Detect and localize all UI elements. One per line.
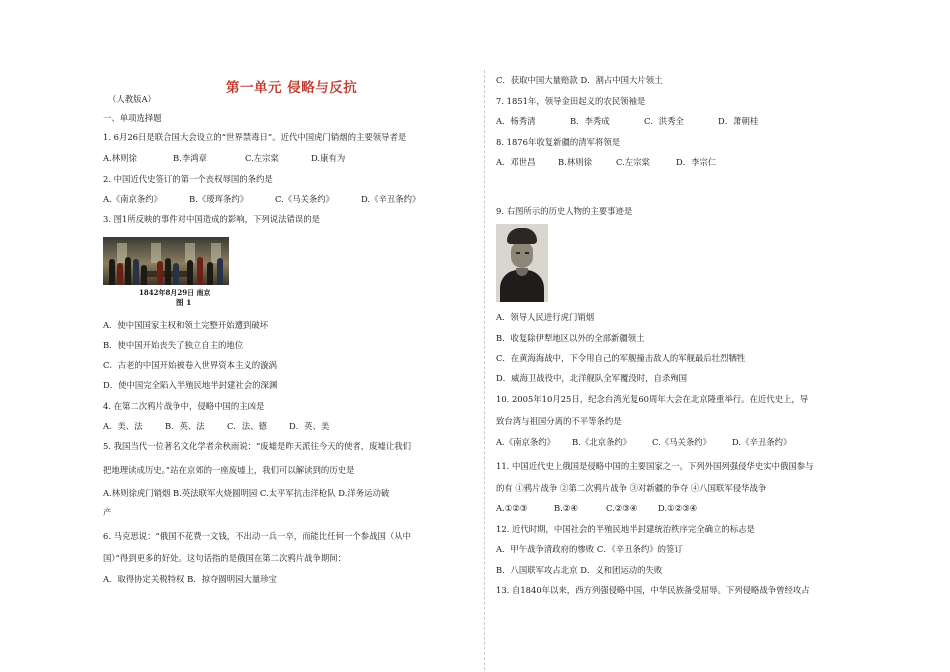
option-c: C.左宗棠 (245, 153, 279, 163)
question-7: 7. 1851年，领导金田起义的农民领袖是 (496, 96, 646, 106)
option-d: D.《辛丑条约》 (361, 194, 421, 204)
option-c: C.左宗棠 (616, 157, 650, 167)
option-b: B．英、法 (165, 421, 205, 431)
question-2: 2. 中国近代史签订的第一个丧权辱国的条约是 (103, 174, 273, 184)
question-12-options-ac: A．甲午战争清政府的惨败 C．《辛丑条约》的签订 (496, 544, 683, 554)
question-5-options: A.林则徐虎门销烟 B.英法联军火烧圆明园 C.太平军抗击洋枪队 D.洋务运动破 (103, 488, 390, 498)
question-9: 9. 右图所示的历史人物的主要事迹是 (496, 206, 633, 216)
option-a: A．美、法 (103, 421, 143, 431)
question-12-options-bd: B．八国联军攻占北京 D．义和团运动的失败 (496, 565, 663, 575)
option-d: D．萧朝桂 (718, 116, 759, 126)
question-3-option-b: B．使中国开始丧失了独立自主的地位 (103, 340, 244, 350)
question-9-option-c: C．在黄海海战中，下令用自己的军舰撞击敌人的军舰最后壮烈牺牲 (496, 353, 746, 363)
section-heading: 一、单项选择题 (103, 113, 162, 123)
option-a: A.《南京条约》 (103, 194, 162, 204)
option-d: D.康有为 (311, 153, 346, 163)
option-a: A.①②③ (496, 503, 528, 513)
option-b: B.李鸿章 (173, 153, 207, 163)
question-4-options (103, 421, 329, 432)
option-a: A.《南京条约》 (496, 437, 555, 447)
question-2-options (103, 194, 420, 205)
question-10-line-2: 致台湾与祖国分离的不平等条约是 (496, 416, 622, 426)
question-10-line-1: 10. 2005年10月25日，纪念台湾光复60周年大会在北京隆重举行。在近代史上，导 (496, 394, 809, 404)
question-9-option-d: D．威海卫战役中，北洋舰队全军覆没时，自杀殉国 (496, 373, 687, 383)
question-10-options (496, 437, 791, 448)
question-11-line-2: 的有 ①鸦片战争 ②第二次鸦片战争 ③对新疆的争夺 ④八国联军侵华战争 (496, 483, 767, 493)
question-8-options (496, 157, 716, 168)
figure-caption-label: 图 1 (176, 298, 192, 307)
option-c: C.《马关条约》 (275, 194, 335, 204)
question-11-options (496, 503, 697, 514)
question-4: 4. 在第二次鸦片战争中，侵略中国的主凶是 (103, 401, 265, 411)
figure-caption-date: 1842年8月29日 南京 (139, 288, 211, 297)
option-c: C．洪秀全 (644, 116, 684, 126)
option-a: A.林则徐 (103, 153, 137, 163)
question-5-line-1: 5. 我国当代一位著名文化学者余秋雨说：“废墟是昨天派往今天的使者，废墟让我们 (103, 441, 412, 451)
option-a: A．杨秀清 (496, 116, 536, 126)
question-1: 1. 6月26日是联合国大会设立的“世界禁毒日”。近代中国虎门销烟的主要领导者是 (103, 132, 407, 142)
question-7-options (496, 116, 758, 127)
question-3: 3. 图1所反映的事件对中国造成的影响，下列说法错误的是 (103, 214, 320, 224)
page-title: 第一单元 侵略与反抗 (226, 80, 358, 96)
question-9-option-a: A．领导人民进行虎门销烟 (496, 312, 595, 322)
option-d: D．李宗仁 (676, 157, 717, 167)
question-6-line-1: 6. 马克思说：“俄国不花费一文钱，不出动一兵一卒，而能比任何一个参战国（从中 (103, 531, 412, 541)
question-13: 13. 自1840年以来，西方列强侵略中国，中华民族备受屈辱。下列侵略战争曾经攻占 (496, 585, 810, 595)
question-1-options (103, 153, 345, 164)
option-c: C.②③④ (606, 503, 638, 513)
question-6-line-2: 国）”得到更多的好处。这句话指的是俄国在第二次鸦片战争期间： (103, 553, 346, 563)
option-b: B.《瑷珲条约》 (189, 194, 249, 204)
option-b: B.林则徐 (558, 157, 592, 167)
treaty-of-nanjing-painting (103, 237, 229, 285)
option-c: C．法、德 (227, 421, 267, 431)
column-divider (484, 70, 485, 670)
question-5-options-continued: 产 (103, 507, 112, 517)
option-d: D．英、美 (289, 421, 330, 431)
option-b: B.②④ (554, 503, 578, 513)
question-5-line-2: 把地理读成历史。”站在京郊的一座废墟上，我们可以解读到的历史是 (103, 465, 355, 475)
question-3-option-a: A．使中国国家主权和领土完整开始遭到破坏 (103, 320, 269, 330)
option-c: C.《马关条约》 (652, 437, 712, 447)
question-8: 8. 1876年收复新疆的清军将领是 (496, 137, 621, 147)
question-6-options-ab: A．取得协定关税特权 B．掠夺圆明园大量珍宝 (103, 574, 277, 584)
edition-label: （人教版A） (108, 94, 156, 104)
option-d: D.①②③④ (658, 503, 698, 513)
question-11-line-1: 11. 中国近代史上俄国是侵略中国的主要国家之一。下列外国列强侵华史实中俄国参与 (496, 461, 814, 471)
option-a: A．邓世昌 (496, 157, 536, 167)
historical-figure-portrait (496, 224, 548, 302)
question-3-option-d: D．使中国完全陷入半殖民地半封建社会的深渊 (103, 380, 278, 390)
option-d: D.《辛丑条约》 (732, 437, 792, 447)
question-9-option-b: B．收复除伊犁地区以外的全部新疆领土 (496, 333, 645, 343)
question-6-options-cd: C．获取中国大量赔款 D．割占中国大片领土 (496, 75, 663, 85)
option-b: B.《北京条约》 (572, 437, 632, 447)
question-3-option-c: C．古老的中国开始被卷入世界资本主义的漩涡 (103, 360, 277, 370)
option-b: B．李秀成 (570, 116, 610, 126)
question-12: 12. 近代时期，中国社会的半殖民地半封建统治秩序完全确立的标志是 (496, 524, 755, 534)
